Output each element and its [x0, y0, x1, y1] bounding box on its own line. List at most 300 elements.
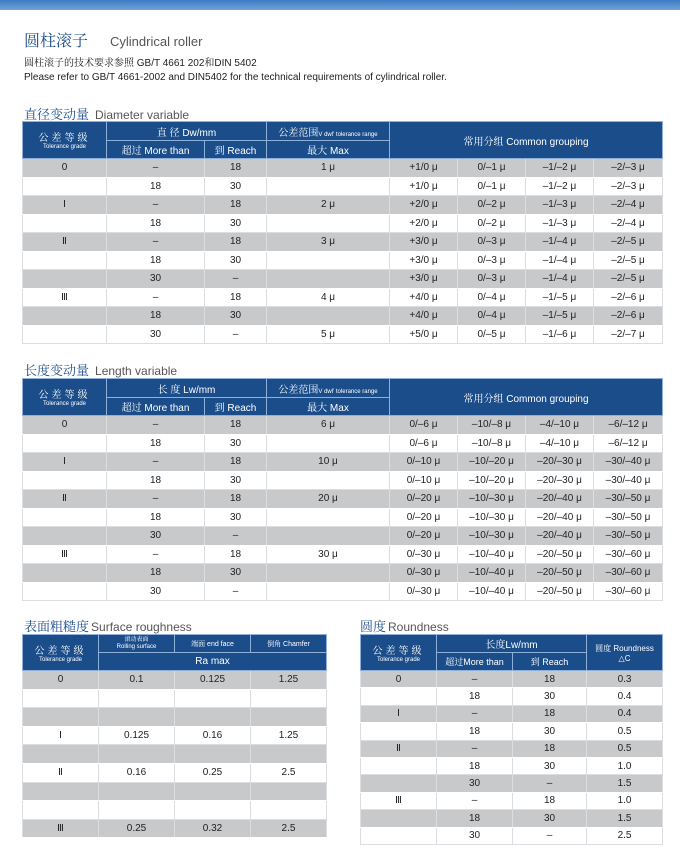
table-cell: 18	[205, 159, 267, 178]
table-cell	[251, 708, 327, 727]
table-row	[23, 801, 327, 820]
hdr-range: 公差范围V dwl' tolerance range	[267, 379, 390, 398]
table-cell: –20/–40 μ	[526, 508, 594, 527]
table-cell: –10/–30 μ	[458, 490, 526, 509]
table-cell: 5 μ	[267, 325, 390, 344]
table-row	[23, 582, 663, 601]
table-row	[23, 453, 663, 472]
table-cell: –10/–30 μ	[458, 508, 526, 527]
table-cell: 0.16	[175, 726, 251, 745]
table-cell	[23, 307, 107, 326]
table-cell: 30	[205, 214, 267, 233]
table-cell: –20/–50 μ	[526, 564, 594, 583]
table-cell	[361, 827, 437, 844]
table-cell: –10/–40 μ	[458, 564, 526, 583]
roundness-table	[360, 634, 663, 845]
table-cell: 1 μ	[267, 159, 390, 178]
table-row	[23, 782, 327, 801]
table-cell	[267, 508, 390, 527]
table-cell: –30/–40 μ	[594, 471, 663, 490]
table-row	[23, 307, 663, 326]
table-cell: –	[107, 416, 205, 435]
table-row	[361, 792, 663, 809]
table-cell: 30	[205, 508, 267, 527]
page-title-en: Cylindrical roller	[110, 34, 203, 49]
table-row	[361, 810, 663, 827]
table-cell	[23, 251, 107, 270]
table-cell: 0.25	[175, 763, 251, 782]
table-cell: 18	[205, 288, 267, 307]
table-cell: –20/–40 μ	[526, 527, 594, 546]
table-cell	[23, 564, 107, 583]
table-cell: 18	[107, 508, 205, 527]
table-cell: –	[437, 740, 513, 757]
table-cell: 0/–10 μ	[390, 453, 458, 472]
table-cell: 0/–20 μ	[390, 527, 458, 546]
table-cell: –10/–20 μ	[458, 471, 526, 490]
table-cell	[251, 782, 327, 801]
table-cell: –2/–3 μ	[594, 159, 663, 178]
table-cell: 1.0	[587, 757, 663, 774]
length-title-cn: 长度变动量	[24, 363, 90, 378]
table-cell: 30	[205, 307, 267, 326]
table-cell: 0/–1 μ	[458, 159, 526, 178]
table-cell: –2/–5 μ	[594, 251, 663, 270]
table-cell	[175, 708, 251, 727]
table-cell	[23, 325, 107, 344]
table-cell: 30	[437, 775, 513, 792]
table-row	[23, 214, 663, 233]
table-cell: 18	[437, 723, 513, 740]
table-cell: 18	[107, 214, 205, 233]
table-cell	[175, 745, 251, 764]
table-cell: 3 μ	[267, 233, 390, 252]
length-table	[22, 378, 663, 601]
table-cell: –30/–60 μ	[594, 545, 663, 564]
table-cell: 0.4	[587, 705, 663, 722]
table-row	[23, 508, 663, 527]
table-cell: +3/0 μ	[390, 251, 458, 270]
table-cell: –10/–30 μ	[458, 527, 526, 546]
table-cell	[267, 214, 390, 233]
table-cell: –	[107, 159, 205, 178]
table-cell: –2/–4 μ	[594, 196, 663, 215]
table-cell	[267, 307, 390, 326]
table-cell: +5/0 μ	[390, 325, 458, 344]
table-cell: –10/–8 μ	[458, 416, 526, 435]
hdr-max: 最大 Max	[267, 398, 390, 416]
hdr-diameter: 直 径 Dw/mm	[107, 122, 267, 141]
table-cell: 18	[437, 757, 513, 774]
table-cell: 30	[513, 757, 587, 774]
hdr-common-grouping: 常用分组 Common grouping	[390, 379, 663, 416]
table-cell	[267, 177, 390, 196]
table-cell: Ⅲ	[23, 819, 99, 838]
table-cell: 0.1	[99, 671, 175, 690]
hdr-roundness: 圆度 Roundness △C	[587, 635, 663, 671]
table-cell: –2/–7 μ	[594, 325, 663, 344]
table-cell: 0/–2 μ	[458, 214, 526, 233]
table-cell: –1/–6 μ	[526, 325, 594, 344]
table-cell: 2.5	[251, 763, 327, 782]
table-cell: +2/0 μ	[390, 214, 458, 233]
table-cell: –20/–30 μ	[526, 453, 594, 472]
table-cell: 0/–1 μ	[458, 177, 526, 196]
table-row	[23, 763, 327, 782]
table-row	[23, 671, 327, 690]
table-cell: –	[107, 233, 205, 252]
table-cell: +1/0 μ	[390, 159, 458, 178]
table-cell: 0.16	[99, 763, 175, 782]
hdr-reach: 到 Reach	[205, 141, 267, 159]
table-row	[23, 325, 663, 344]
table-cell: 2 μ	[267, 196, 390, 215]
table-row	[361, 705, 663, 722]
table-cell	[267, 251, 390, 270]
table-cell: 4 μ	[267, 288, 390, 307]
table-cell: 30	[513, 810, 587, 827]
table-cell	[99, 745, 175, 764]
table-cell	[267, 527, 390, 546]
table-cell: 1.25	[251, 671, 327, 690]
table-cell: 0/–30 μ	[390, 582, 458, 601]
table-cell: +4/0 μ	[390, 307, 458, 326]
table-cell: +1/0 μ	[390, 177, 458, 196]
table-cell: 0.125	[99, 726, 175, 745]
hdr-grade: 公差等级 Tolerance grade	[361, 635, 437, 671]
table-row	[361, 775, 663, 792]
table-cell: Ⅱ	[23, 233, 107, 252]
table-cell: 0/–4 μ	[458, 307, 526, 326]
table-row	[361, 757, 663, 774]
table-cell: 18	[205, 233, 267, 252]
table-cell: –2/–5 μ	[594, 233, 663, 252]
roundness-title-cn: 圆度	[360, 619, 387, 634]
hdr-max: 最大 Max	[267, 141, 390, 159]
table-cell: –1/–4 μ	[526, 233, 594, 252]
table-cell: 18	[205, 196, 267, 215]
table-cell: –	[205, 582, 267, 601]
table-cell: –4/–10 μ	[526, 434, 594, 453]
hdr-more-than: 超过 More than	[107, 398, 205, 416]
table-cell: –6/–12 μ	[594, 416, 663, 435]
table-cell: 18	[437, 810, 513, 827]
table-cell	[251, 745, 327, 764]
hdr-grade: 公差等级 Tolerance grade	[23, 635, 99, 671]
table-cell: 0/–4 μ	[458, 288, 526, 307]
table-cell: 0.5	[587, 723, 663, 740]
table-cell: 0/–3 μ	[458, 251, 526, 270]
intro-line-cn: 圆柱滚子的技术要求参照 GB/T 4661 202和DIN 5402	[24, 58, 257, 69]
table-cell: 0/–3 μ	[458, 233, 526, 252]
table-row	[23, 177, 663, 196]
table-cell: 0/–3 μ	[458, 270, 526, 289]
hdr-grade: 公差等级 Tolerance grade	[23, 122, 107, 159]
table-cell: +4/0 μ	[390, 288, 458, 307]
table-cell	[23, 689, 99, 708]
table-cell: 0.3	[587, 671, 663, 688]
table-cell: 18	[107, 251, 205, 270]
hdr-chamfer: 倒角 Chamfer	[251, 635, 327, 653]
hdr-grade: 公差等级 Tolerance grade	[23, 379, 107, 416]
table-cell: –1/–2 μ	[526, 177, 594, 196]
table-row	[23, 490, 663, 509]
table-cell	[267, 434, 390, 453]
table-row	[361, 688, 663, 705]
table-cell: Ⅰ	[23, 196, 107, 215]
table-cell	[361, 688, 437, 705]
table-row	[23, 196, 663, 215]
table-cell: –30/–60 μ	[594, 582, 663, 601]
table-cell: Ⅱ	[361, 740, 437, 757]
table-row	[23, 689, 327, 708]
table-cell: 18	[107, 564, 205, 583]
table-cell: –1/–5 μ	[526, 307, 594, 326]
hdr-reach: 到 Reach	[205, 398, 267, 416]
table-row	[361, 723, 663, 740]
table-cell: 0	[361, 671, 437, 688]
table-cell: –2/–6 μ	[594, 288, 663, 307]
table-row	[361, 740, 663, 757]
diameter-table	[22, 121, 663, 344]
table-cell: 1.0	[587, 792, 663, 809]
table-cell: –	[437, 671, 513, 688]
hdr-length: 长度Lw/mm	[437, 635, 587, 653]
table-cell: Ⅲ	[23, 288, 107, 307]
table-cell: 30	[205, 177, 267, 196]
table-cell: 18	[513, 792, 587, 809]
page-title-cn: 圆柱滚子	[24, 33, 89, 50]
table-cell: –	[107, 490, 205, 509]
hdr-length: 长 度 Lw/mm	[107, 379, 267, 398]
table-row	[23, 251, 663, 270]
table-cell	[23, 708, 99, 727]
table-cell: –2/–3 μ	[594, 177, 663, 196]
table-row	[23, 819, 327, 838]
table-cell: –20/–50 μ	[526, 582, 594, 601]
table-cell: 18	[107, 177, 205, 196]
table-cell: –	[437, 792, 513, 809]
table-row	[361, 671, 663, 688]
table-row	[23, 545, 663, 564]
table-cell: 18	[205, 416, 267, 435]
table-cell: 30	[107, 527, 205, 546]
table-cell: 0/–20 μ	[390, 490, 458, 509]
table-row	[23, 270, 663, 289]
table-cell	[99, 801, 175, 820]
table-cell: –4/–10 μ	[526, 416, 594, 435]
table-cell: –	[205, 527, 267, 546]
table-row	[23, 434, 663, 453]
table-cell: 0/–2 μ	[458, 196, 526, 215]
table-cell: 18	[513, 671, 587, 688]
table-cell	[23, 527, 107, 546]
table-row	[23, 416, 663, 435]
length-section-title	[24, 360, 177, 379]
table-cell	[23, 508, 107, 527]
table-cell: 6 μ	[267, 416, 390, 435]
table-cell	[267, 564, 390, 583]
hdr-end-face: 端面 end face	[175, 635, 251, 653]
table-cell: 0/–30 μ	[390, 564, 458, 583]
table-cell	[99, 782, 175, 801]
table-cell: 0.32	[175, 819, 251, 838]
table-cell: –1/–3 μ	[526, 196, 594, 215]
table-cell: –	[513, 775, 587, 792]
table-cell: +2/0 μ	[390, 196, 458, 215]
table-cell: 0.25	[99, 819, 175, 838]
table-cell	[361, 775, 437, 792]
table-cell	[23, 801, 99, 820]
table-cell: 30	[205, 564, 267, 583]
table-cell: 0.5	[587, 740, 663, 757]
table-cell	[23, 471, 107, 490]
table-cell: –30/–50 μ	[594, 527, 663, 546]
table-cell: Ⅲ	[23, 545, 107, 564]
table-cell: –2/–6 μ	[594, 307, 663, 326]
table-cell: –	[205, 270, 267, 289]
table-cell: 18	[205, 490, 267, 509]
table-cell: 30 μ	[267, 545, 390, 564]
hdr-common-grouping: 常用分组 Common grouping	[390, 122, 663, 159]
table-cell: 30	[205, 251, 267, 270]
table-cell: 30	[437, 827, 513, 844]
table-row	[23, 708, 327, 727]
table-cell: 30	[513, 723, 587, 740]
table-cell: 0	[23, 671, 99, 690]
table-cell: –30/–40 μ	[594, 453, 663, 472]
table-cell: 20 μ	[267, 490, 390, 509]
table-cell: 18	[205, 453, 267, 472]
table-cell: +3/0 μ	[390, 270, 458, 289]
table-cell: –6/–12 μ	[594, 434, 663, 453]
table-cell: 0/–20 μ	[390, 508, 458, 527]
table-cell: 0.4	[587, 688, 663, 705]
table-cell: 30	[205, 434, 267, 453]
table-cell: –	[107, 196, 205, 215]
hdr-rolling-surface: 滚动表面 Rolling surface	[99, 635, 175, 653]
table-cell	[99, 708, 175, 727]
table-cell: 18	[107, 434, 205, 453]
table-cell: 0/–5 μ	[458, 325, 526, 344]
table-cell: –10/–8 μ	[458, 434, 526, 453]
roughness-table	[22, 634, 327, 838]
table-cell: –20/–30 μ	[526, 471, 594, 490]
roughness-title-cn: 表面粗糙度	[24, 619, 90, 634]
table-cell: –1/–4 μ	[526, 270, 594, 289]
table-cell: 0	[23, 416, 107, 435]
table-cell: –30/–50 μ	[594, 490, 663, 509]
table-cell: 0/–6 μ	[390, 416, 458, 435]
table-cell: 0	[23, 159, 107, 178]
table-cell: –20/–40 μ	[526, 490, 594, 509]
diameter-title-cn: 直径变动量	[24, 107, 90, 122]
table-cell: –	[107, 545, 205, 564]
table-cell	[23, 214, 107, 233]
table-cell	[23, 582, 107, 601]
hdr-range: 公差范围V dwl' tolerance range	[267, 122, 390, 141]
table-cell: Ⅰ	[23, 726, 99, 745]
table-cell: –10/–40 μ	[458, 582, 526, 601]
table-cell: 0/–10 μ	[390, 471, 458, 490]
table-cell: –20/–50 μ	[526, 545, 594, 564]
table-cell: 18	[437, 688, 513, 705]
roundness-section-title	[360, 616, 449, 635]
table-cell	[175, 689, 251, 708]
table-cell	[251, 689, 327, 708]
table-cell	[175, 801, 251, 820]
table-row	[23, 726, 327, 745]
table-cell	[361, 810, 437, 827]
table-cell: 18	[513, 740, 587, 757]
table-cell: 18	[107, 471, 205, 490]
table-cell: 0.125	[175, 671, 251, 690]
table-cell: 30	[513, 688, 587, 705]
table-cell: –1/–5 μ	[526, 288, 594, 307]
table-cell: 1.5	[587, 775, 663, 792]
hdr-reach: 到 Reach	[513, 653, 587, 671]
table-row	[23, 527, 663, 546]
table-cell	[361, 723, 437, 740]
hdr-more-than: 超过 More than	[107, 141, 205, 159]
table-cell: –1/–2 μ	[526, 159, 594, 178]
table-cell	[267, 582, 390, 601]
table-cell	[267, 471, 390, 490]
table-cell: 18	[107, 307, 205, 326]
table-cell: –10/–20 μ	[458, 453, 526, 472]
table-cell: –1/–3 μ	[526, 214, 594, 233]
roundness-title-en: Roundness	[388, 620, 449, 634]
table-row	[361, 827, 663, 844]
table-cell: 1.5	[587, 810, 663, 827]
table-cell: 2.5	[251, 819, 327, 838]
table-cell: 30	[107, 325, 205, 344]
table-cell	[99, 689, 175, 708]
table-cell: –	[107, 453, 205, 472]
table-cell	[23, 270, 107, 289]
table-cell: 0/–6 μ	[390, 434, 458, 453]
table-row	[23, 564, 663, 583]
table-cell: –10/–40 μ	[458, 545, 526, 564]
table-cell: Ⅲ	[361, 792, 437, 809]
length-title-en: Length variable	[95, 364, 178, 378]
table-row	[23, 288, 663, 307]
table-cell	[23, 434, 107, 453]
table-cell: 10 μ	[267, 453, 390, 472]
table-cell: –	[513, 827, 587, 844]
table-cell	[361, 757, 437, 774]
table-cell: Ⅱ	[23, 763, 99, 782]
table-cell: 1.25	[251, 726, 327, 745]
table-cell	[251, 801, 327, 820]
table-cell: 30	[107, 270, 205, 289]
table-cell: 0/–30 μ	[390, 545, 458, 564]
roughness-title-en: Surface roughness	[91, 620, 192, 634]
roughness-section-title	[24, 616, 192, 635]
table-cell: 2.5	[587, 827, 663, 844]
table-row	[23, 233, 663, 252]
table-cell: 30	[205, 471, 267, 490]
diameter-title-en: Diameter variable	[95, 108, 190, 122]
table-row	[23, 159, 663, 178]
table-cell: –30/–60 μ	[594, 564, 663, 583]
table-cell: –2/–5 μ	[594, 270, 663, 289]
table-cell	[267, 270, 390, 289]
table-cell: –2/–4 μ	[594, 214, 663, 233]
hdr-more-than: 超过More than	[437, 653, 513, 671]
table-cell	[23, 745, 99, 764]
table-cell: 18	[205, 545, 267, 564]
